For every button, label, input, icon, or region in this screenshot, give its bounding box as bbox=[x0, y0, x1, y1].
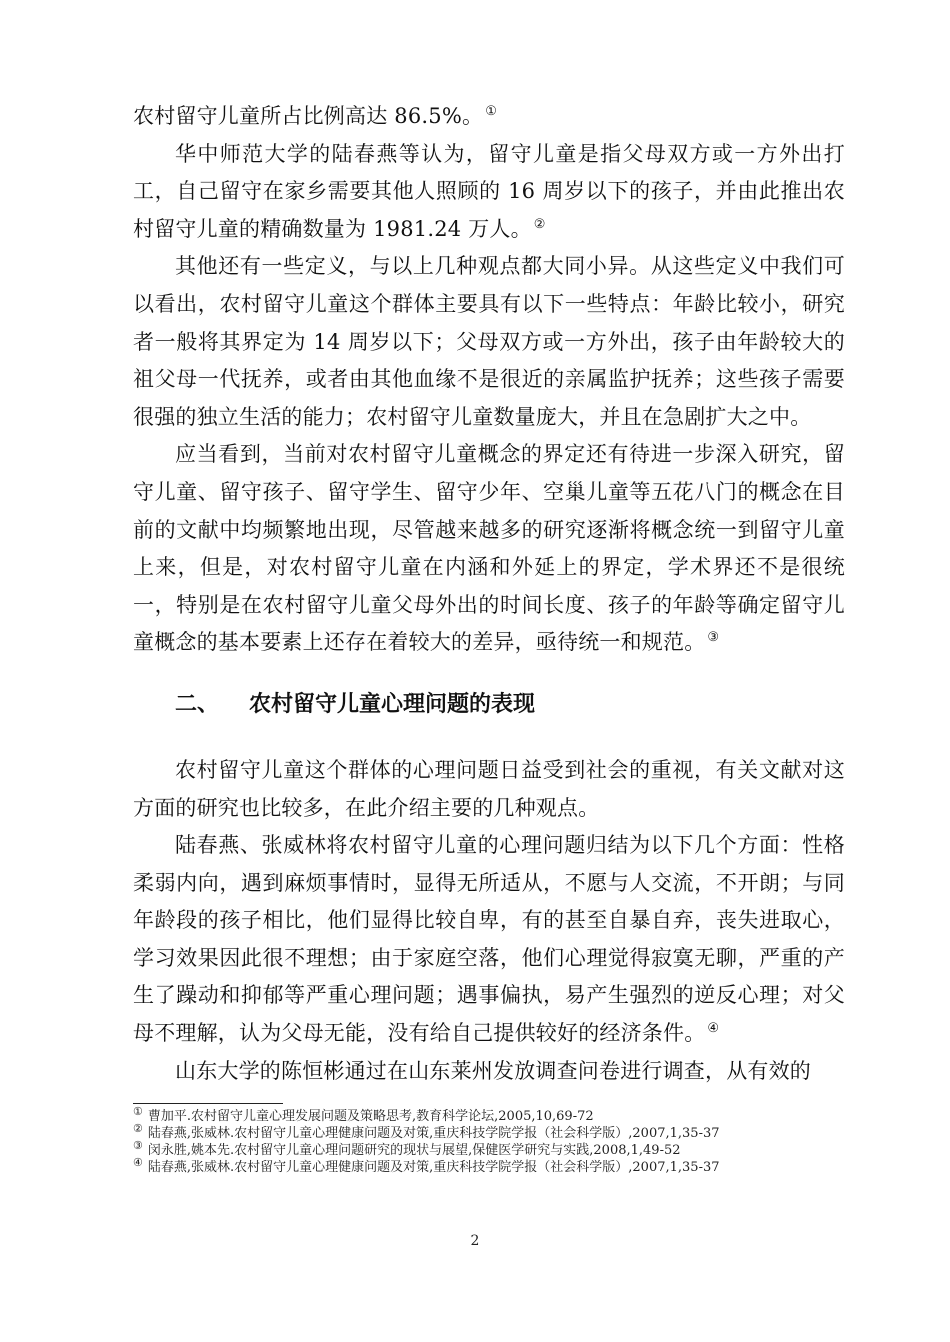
footnote-1 bbox=[133, 1104, 845, 1125]
footnote-mark-2: ② bbox=[133, 1121, 143, 1135]
section-number: 二、 bbox=[175, 691, 220, 717]
footnote-separator bbox=[133, 1103, 283, 1104]
body-text bbox=[133, 98, 845, 1090]
footnote-3 bbox=[133, 1138, 845, 1159]
section-title: 农村留守儿童心理问题的表现 bbox=[249, 691, 536, 717]
footnote-ref-1[interactable]: ① bbox=[485, 104, 498, 119]
footnote-ref-2[interactable]: ② bbox=[533, 216, 546, 232]
footnote-2 bbox=[133, 1121, 845, 1142]
paragraph-1-text: 农村留守儿童所占比例高达 86.5%。 bbox=[133, 104, 484, 128]
paragraph-7 bbox=[133, 1053, 845, 1091]
footnote-mark-3: ③ bbox=[133, 1138, 143, 1152]
paragraph-1 bbox=[133, 98, 845, 136]
footnote-text-3: 闵永胜,姚本先.农村留守儿童心理问题研究的现状与展望,保健医学研究与实践,2008,1,49-52 bbox=[147, 1143, 681, 1158]
footnote-text-2: 陆春燕,张威林.农村留守儿童心理健康问题及对策,重庆科技学院学报（社会科学版）,2007,1,35-37 bbox=[147, 1126, 720, 1141]
paragraph-3 bbox=[133, 248, 845, 436]
paragraph-3-text: 其他还有一些定义，与以上几种观点都大同小异。从这些定义中我们可以看出，农村留守儿童这个群体主要具有以下一些特点：年龄比较小，研究者一般将其界定为 14 周岁以下；父母双方或一方外出，孩子由年龄较大的祖父母一代抚养，或者由其他血缘不是很近的亲属监护抚养；这些孩子需要很强的独立生活的能力；农村留守儿童数量庞大，并且在急剧扩大之中。 bbox=[133, 254, 845, 429]
footnote-text-4: 陆春燕,张威林.农村留守儿童心理健康问题及对策,重庆科技学院学报（社会科学版）,2007,1,35-37 bbox=[147, 1160, 720, 1175]
paragraph-6-text: 陆春燕、张威林将农村留守儿童的心理问题归结为以下几个方面：性格柔弱内向，遇到麻烦事情时，显得无所适从，不愿与人交流，不开朗；与同年龄段的孩子相比，他们显得比较自卑，有的甚至自暴自弃，丧失进取心，学习效果因此很不理想；由于家庭空落，他们心理觉得寂寞无聊，严重的产生了躁动和抑郁等严重心理问题；遇事偏执，易产生强烈的逆反心理；对父母不理解，认为父母无能，没有给自己提供较好的经济条件。 bbox=[133, 833, 845, 1046]
footnote-mark-4: ④ bbox=[133, 1155, 143, 1169]
paragraph-5-text: 农村留守儿童这个群体的心理问题日益受到社会的重视，有关文献对这方面的研究也比较多，在此介绍主要的几种观点。 bbox=[133, 757, 845, 820]
page-number: 2 bbox=[470, 1233, 480, 1249]
footnote-text-1: 曹加平.农村留守儿童心理发展问题及策略思考,教育科学论坛,2005,10,69-72 bbox=[147, 1109, 594, 1124]
paragraph-4-text: 应当看到，当前对农村留守儿童概念的界定还有待进一步深入研究，留守儿童、留守孩子、留守学生、留守少年、空巢儿童等五花八门的概念在目前的文献中均频繁地出现，尽管越来越多的研究逐渐将概念统一到留守儿童上来，但是，对农村留守儿童在内涵和外延上的界定，学术界还不是很统一，特别是在农村留守儿童父母外出的时间长度、孩子的年龄等确定留守儿童概念的基本要素上还存在着较大的差异，亟待统一和规范。 bbox=[133, 442, 845, 655]
footnote-ref-3[interactable]: ③ bbox=[707, 630, 720, 646]
paragraph-4 bbox=[133, 436, 845, 662]
section-heading bbox=[133, 688, 845, 722]
paragraph-7-text: 山东大学的陈恒彬通过在山东莱州发放调查问卷进行调查，从有效的 bbox=[175, 1058, 811, 1083]
paragraph-6 bbox=[133, 827, 845, 1053]
footnote-mark-1: ① bbox=[133, 1104, 143, 1118]
footnote-4 bbox=[133, 1155, 845, 1176]
footnotes bbox=[133, 1104, 845, 1176]
footnote-ref-4[interactable]: ④ bbox=[707, 1021, 720, 1037]
paragraph-2-text: 华中师范大学的陆春燕等认为，留守儿童是指父母双方或一方外出打工，自己留守在家乡需要其他人照顾的 16 周岁以下的孩子，并由此推出农村留守儿童的精确数量为 1981.24 万人。 bbox=[133, 141, 845, 241]
paragraph-5 bbox=[133, 752, 845, 827]
paragraph-2 bbox=[133, 136, 845, 249]
